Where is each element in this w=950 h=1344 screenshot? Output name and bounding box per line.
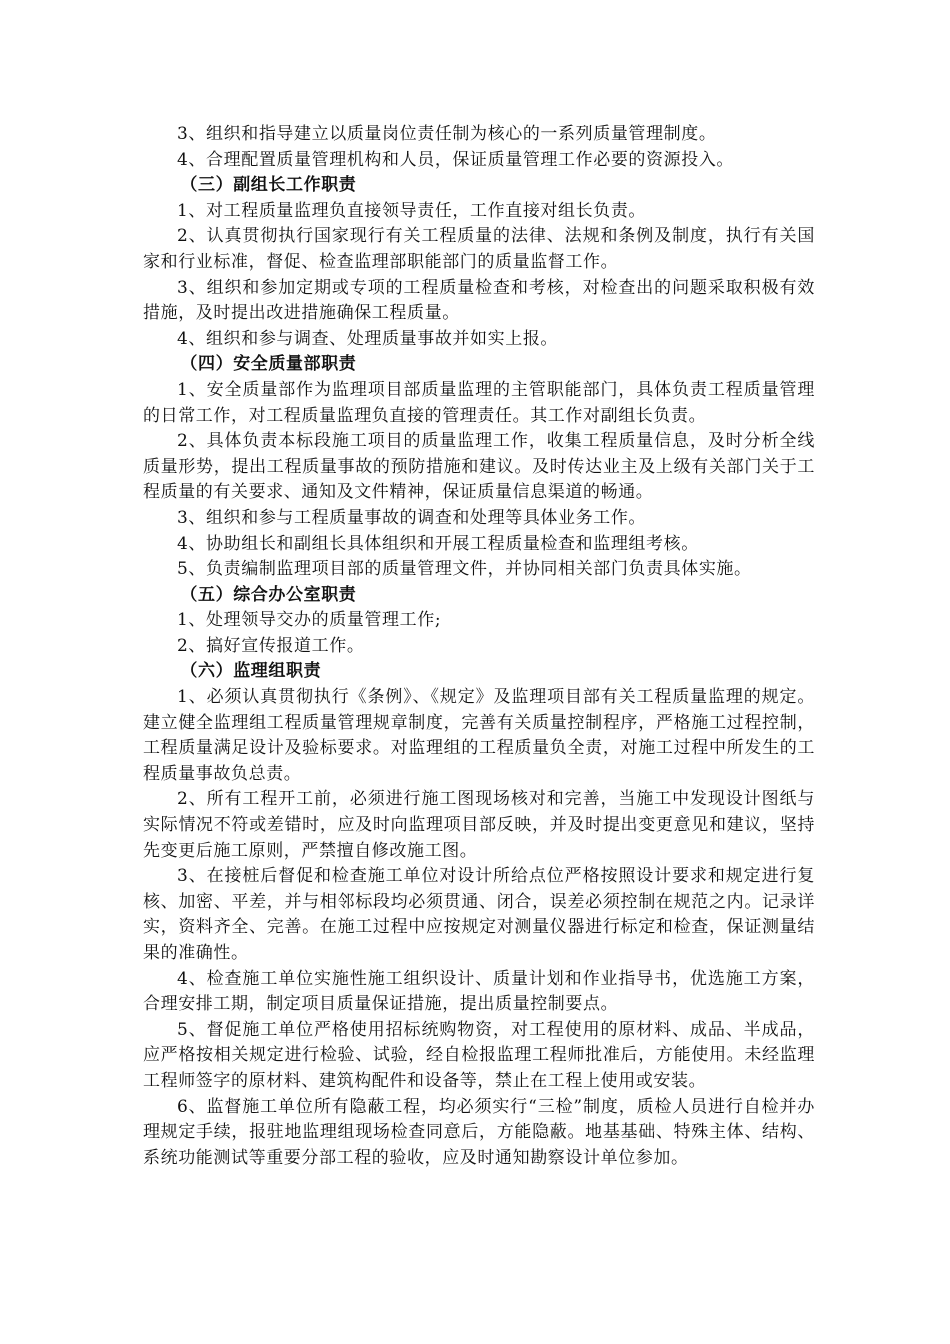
paragraph: 4、检查施工单位实施性施工组织设计、质量计划和作业指导书，优选施工方案，合理安排工期，制定项目质量保证措施，提出质量控制要点。 bbox=[143, 968, 815, 1015]
paragraph: 3、组织和指导建立以质量岗位责任制为核心的一系列质量管理制度。 bbox=[177, 124, 717, 144]
section-heading: （六）监理组职责 bbox=[180, 661, 322, 682]
paragraph: 4、合理配置质量管理机构和人员，保证质量管理工作必要的资源投入。 bbox=[177, 149, 735, 170]
section-heading: （三）副组长工作职责 bbox=[180, 175, 357, 196]
document-body bbox=[143, 122, 815, 1171]
paragraph: 2、所有工程开工前，必须进行施工图现场核对和完善，当施工中发现设计图纸与实际情况不符或差错时，应及时向监理项目部反映，并及时提出变更意见和建议，坚持先变更后施工原则，严禁擅自修改施工图。 bbox=[143, 789, 815, 861]
paragraph: 1、对工程质量监理负直接领导责任，工作直接对组长负责。 bbox=[177, 200, 647, 221]
section-heading: （五）综合办公室职责 bbox=[180, 584, 357, 605]
paragraph: 6、监督施工单位所有隐蔽工程，均必须实行“三检”制度，质检人员进行自检并办理规定手续，报驻地监理组现场检查同意后，方能隐蔽。地基基础、特殊主体、结构、系统功能测试等重要分部工程的验收，应及时通知勘察设计单位参加。 bbox=[143, 1096, 815, 1168]
paragraph: 3、组织和参加定期或专项的工程质量检查和考核，对检查出的问题采取积极有效措施，及时提出改进措施确保工程质量。 bbox=[143, 277, 815, 324]
paragraph: 2、搞好宣传报道工作。 bbox=[177, 635, 365, 656]
paragraph: 3、组织和参与工程质量事故的调查和处理等具体业务工作。 bbox=[177, 507, 647, 528]
section-heading: （四）安全质量部职责 bbox=[180, 354, 357, 375]
paragraph: 1、安全质量部作为监理项目部质量监理的主管职能部门，具体负责工程质量管理的日常工作，对工程质量监理负直接的管理责任。其工作对副组长负责。 bbox=[143, 379, 815, 426]
paragraph: 1、必须认真贯彻执行《条例》、《规定》及监理项目部有关工程质量监理的规定。建立健全监理组工程质量管理规章制度，完善有关质量控制程序，严格施工过程控制，工程质量满足设计及验标要求。对监理组的工程质量负全责，对施工过程中所发生的工程质量事故负总责。 bbox=[143, 687, 815, 784]
paragraph: 4、协助组长和副组长具体组织和开展工程质量检查和监理组考核。 bbox=[177, 533, 699, 554]
paragraph: 2、具体负责本标段施工项目的质量监理工作，收集工程质量信息，及时分析全线质量形势，提出工程质量事故的预防措施和建议。及时传达业主及上级有关部门关于工程质量的有关要求、通知及文件精神，保证质量信息渠道的畅通。 bbox=[143, 431, 815, 503]
paragraph: 3、在接桩后督促和检查施工单位对设计所给点位严格按照设计要求和规定进行复核、加密、平差，并与相邻标段均必须贯通、闭合，误差必须控制在规范之内。记录详实，资料齐全、完善。在施工过程中应按规定对测量仪器进行标定和检查，保证测量结果的准确性。 bbox=[143, 866, 815, 963]
paragraph: 5、督促施工单位严格使用招标统购物资，对工程使用的原材料、成品、半成品，应严格按相关规定进行检验、试验，经自检报监理工程师批准后，方能使用。未经监理工程师签字的原材料、建筑构配件和设备等，禁止在工程上使用或安装。 bbox=[143, 1019, 815, 1091]
paragraph: 1、处理领导交办的质量管理工作; bbox=[177, 610, 442, 631]
paragraph: 4、组织和参与调查、处理质量事故并如实上报。 bbox=[177, 328, 559, 349]
paragraph: 5、负责编制监理项目部的质量管理文件，并协同相关部门负责具体实施。 bbox=[177, 559, 752, 580]
paragraph: 2、认真贯彻执行国家现行有关工程质量的法律、法规和条例及制度，执行有关国家和行业标准，督促、检查监理部职能部门的质量监督工作。 bbox=[143, 226, 815, 272]
